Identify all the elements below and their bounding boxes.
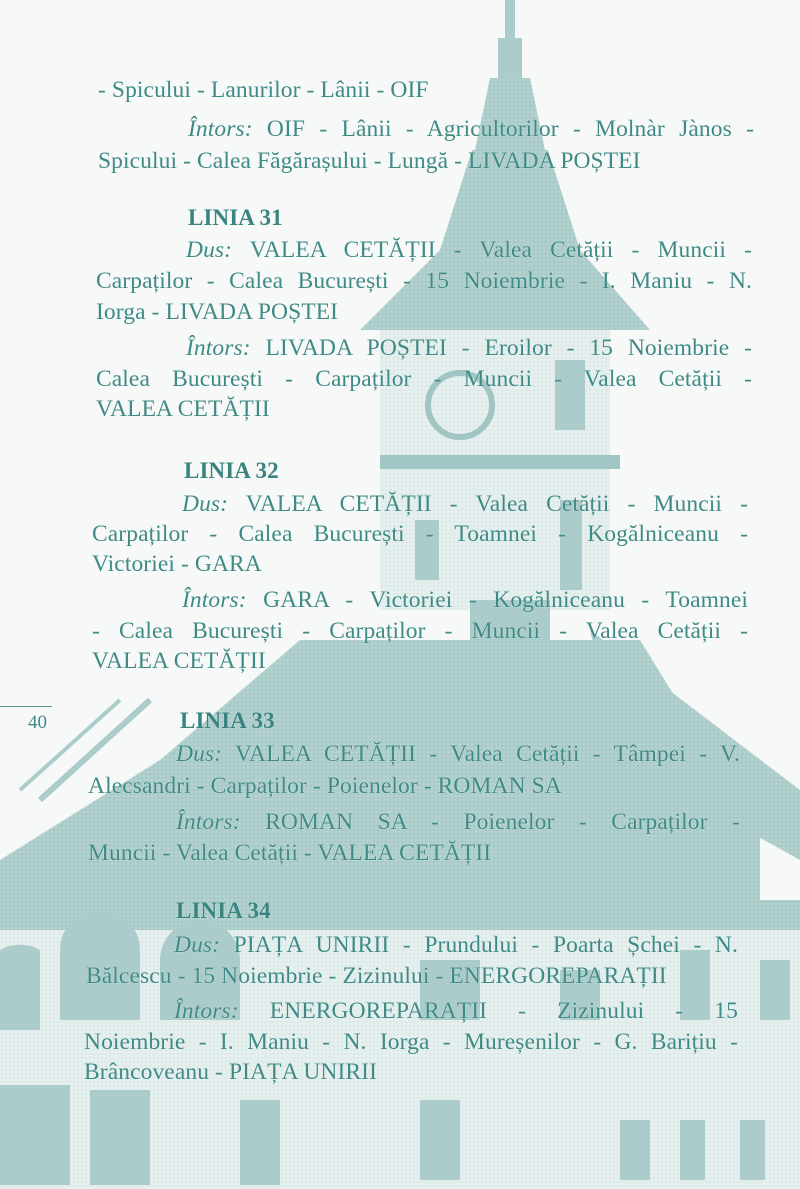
page-number-rule [0, 706, 52, 707]
route-line: - Spicului - Lanurilor - Lânii - OIF [98, 77, 429, 103]
page-number: 40 [28, 712, 47, 733]
route-line: Victoriei - GARA [92, 551, 262, 577]
route-line: Întors: LIVADA POȘTEI - Eroilor - 15 Noiembrie - [186, 335, 752, 361]
route-line: Întors: ENERGOREPARAȚII - Zizinului - 15 [174, 998, 738, 1024]
route-line: Iorga - LIVADA POȘTEI [96, 299, 339, 325]
route-line: Dus: PIAȚA UNIRII - Prundului - Poarta Șchei - N. [174, 932, 738, 958]
retur-label: Întors: [188, 116, 253, 142]
route-line: Bălcescu - 15 Noiembrie - Zizinului - ENERGOREPARAȚII [86, 963, 667, 989]
dus-label: Dus: [174, 932, 221, 958]
route-line: Întors: OIF - Lânii - Agricultorilor - Molnàr Jànos - [188, 116, 754, 142]
line-title: LINIA 32 [184, 458, 279, 483]
line-title: LINIA 33 [180, 708, 275, 733]
route-line: Dus: VALEA CETĂȚII - Valea Cetății - Muncii - [182, 491, 748, 517]
route-line: Întors: ROMAN SA - Poienelor - Carpaților - [176, 809, 740, 835]
route-line: Carpaților - Calea București - Toamnei - Kogălniceanu - [92, 521, 748, 547]
line-title: LINIA 34 [176, 898, 271, 923]
route-line: Întors: GARA - Victoriei - Kogălniceanu - Toamnei [182, 587, 749, 613]
route-line: Noiembrie - I. Maniu - N. Iorga - Mureșenilor - G. Barițiu - [84, 1029, 738, 1055]
retur-label: Întors: [176, 809, 241, 835]
retur-label: Întors: [186, 335, 251, 361]
dus-label: Dus: [182, 491, 229, 517]
route-line: Dus: VALEA CETĂȚII - Valea Cetății - Muncii - [186, 237, 752, 263]
route-line: Calea București - Carpaților - Muncii - Valea Cetății - [96, 366, 752, 392]
route-line: - Calea București - Carpaților - Muncii - Valea Cetății - [92, 618, 748, 644]
line-title: LINIA 31 [188, 205, 283, 230]
retur-label: Întors: [174, 998, 239, 1024]
route-line: Carpaților - Calea București - 15 Noiembrie - I. Maniu - N. [96, 268, 752, 294]
dus-label: Dus: [186, 237, 233, 263]
route-line: VALEA CETĂȚII [96, 396, 270, 422]
route-line: VALEA CETĂȚII [92, 648, 266, 674]
route-line: Dus: VALEA CETĂȚII - Valea Cetății - Tâmpei - V. [176, 741, 740, 767]
route-line: Spicului - Calea Făgărașului - Lungă - LIVADA POȘTEI [98, 148, 641, 174]
retur-label: Întors: [182, 587, 247, 613]
route-line: Muncii - Valea Cetății - VALEA CETĂȚII [88, 840, 492, 866]
route-line: Alecsandri - Carpaților - Poienelor - ROMAN SA [88, 773, 562, 799]
dus-label: Dus: [176, 741, 223, 767]
route-line: Brâncoveanu - PIAȚA UNIRII [84, 1059, 378, 1085]
